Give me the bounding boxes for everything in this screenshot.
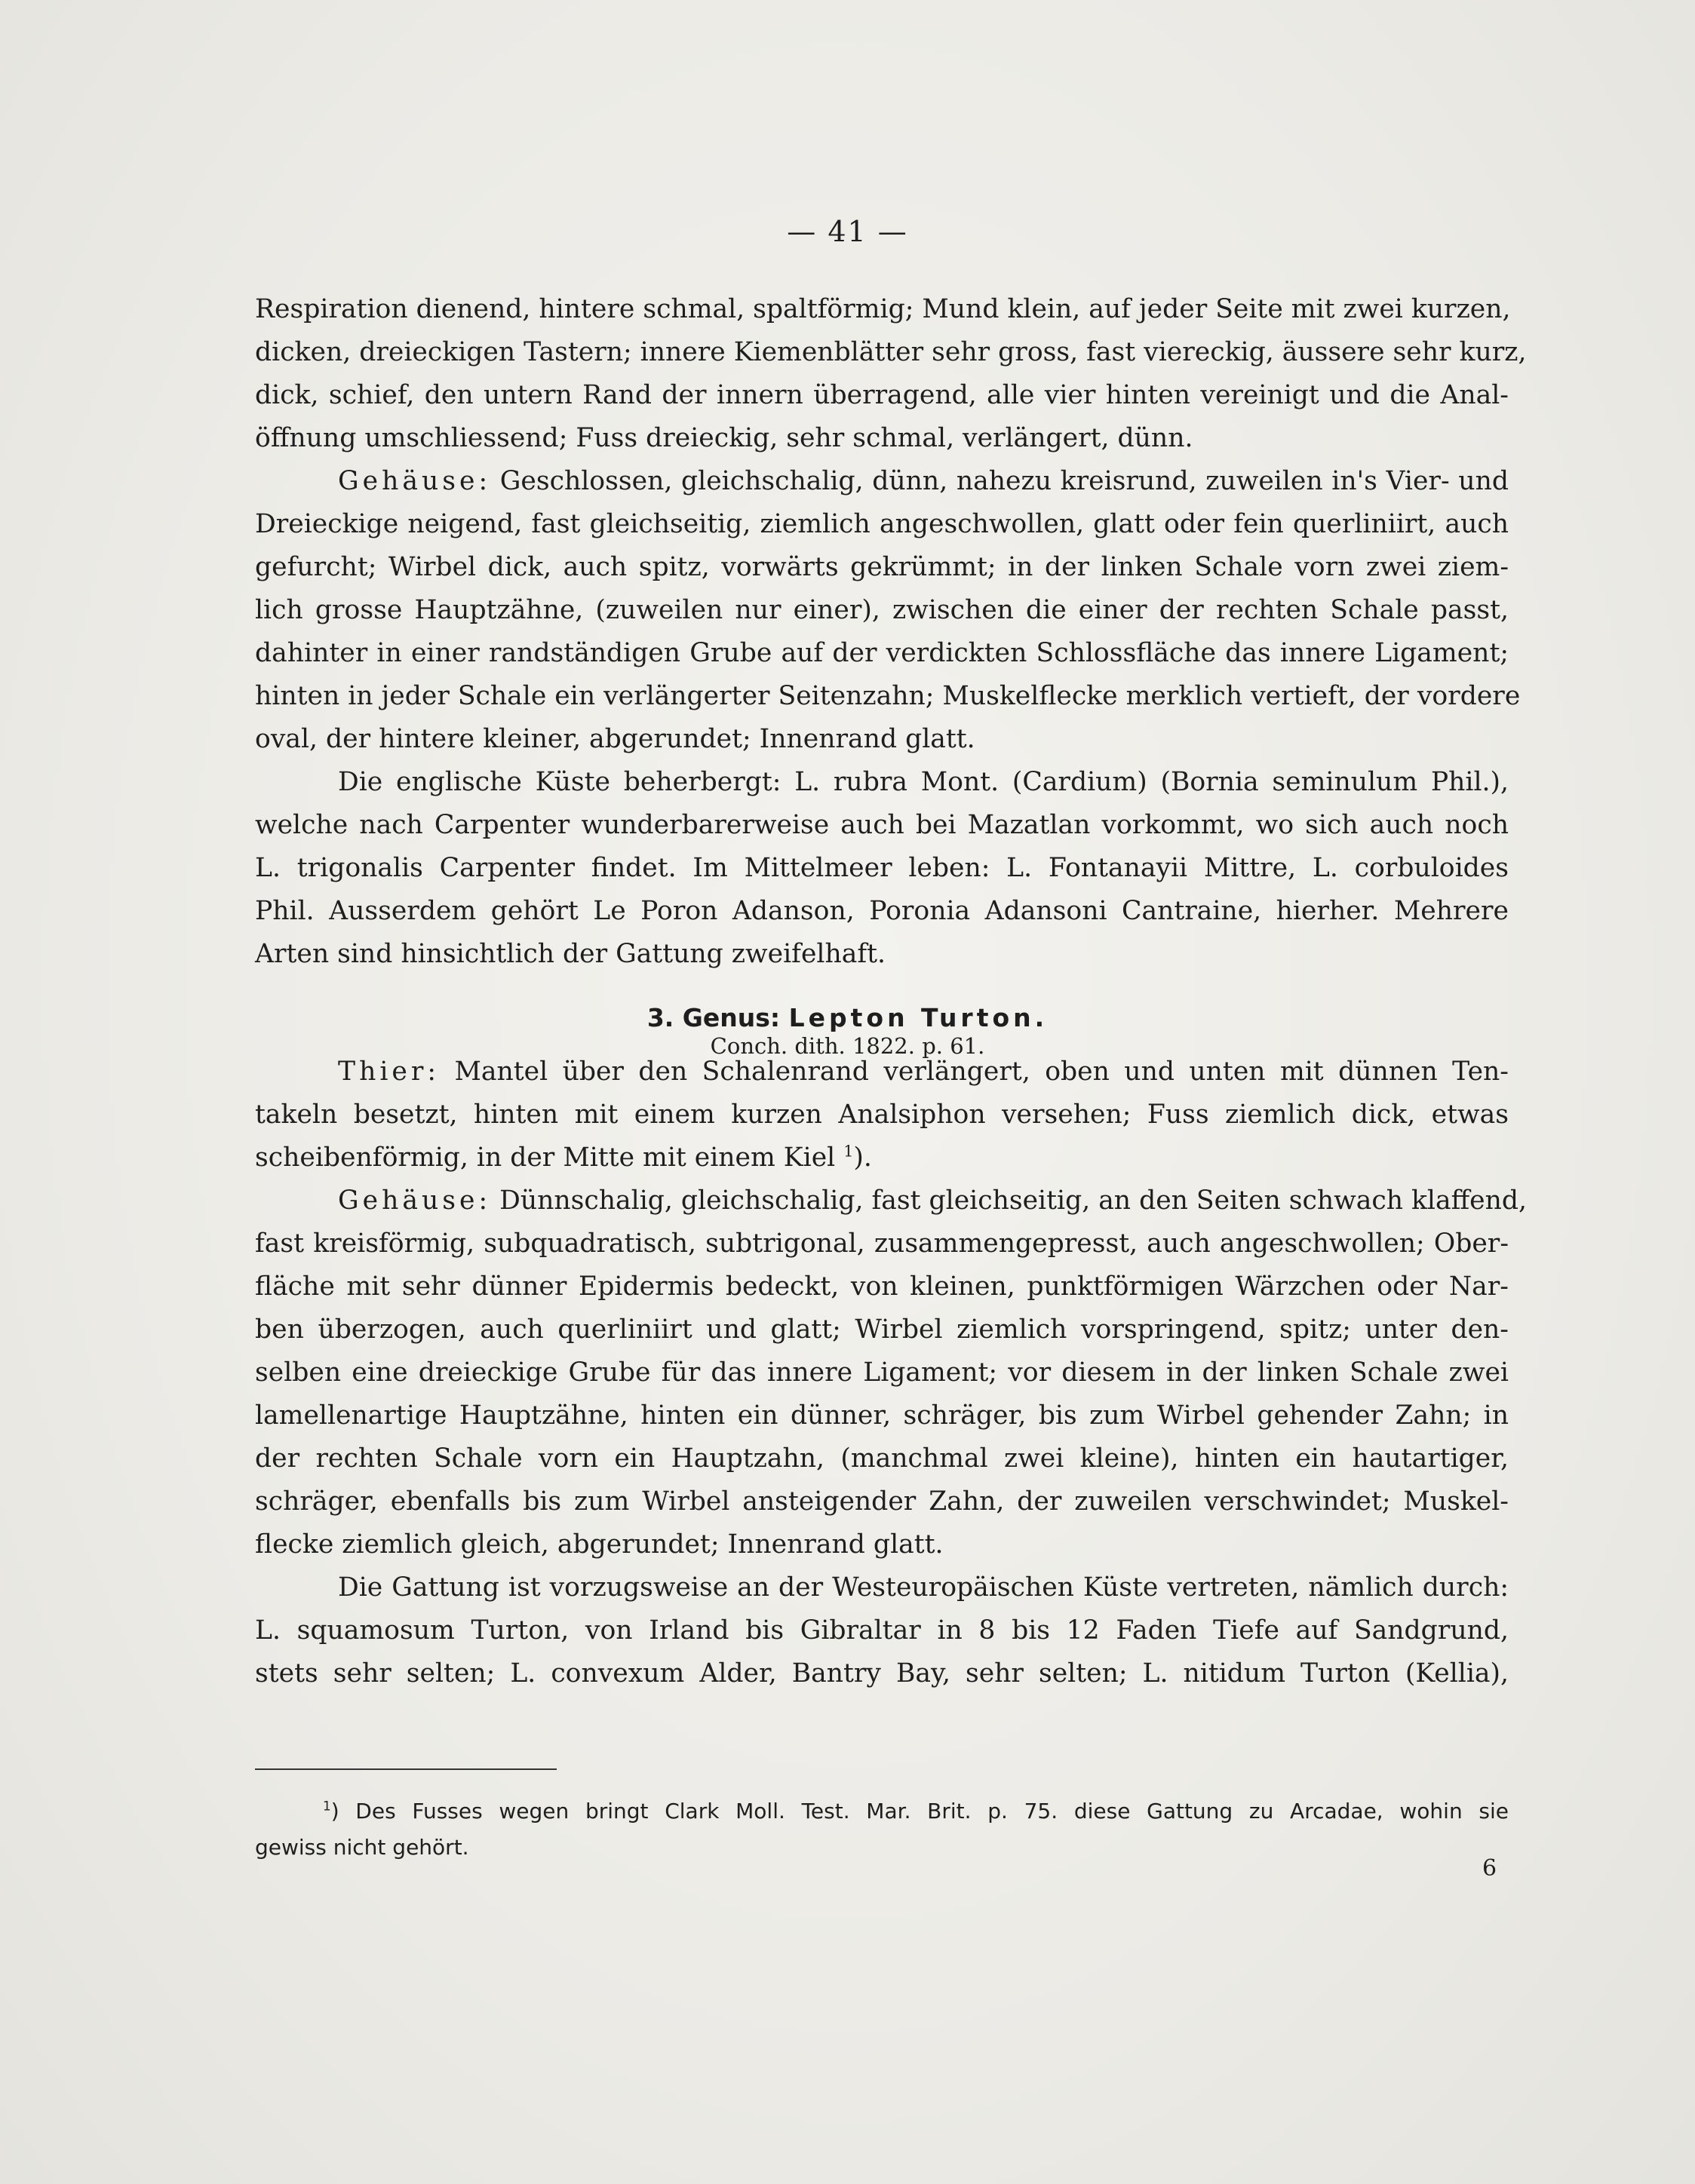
text-line: gefurcht; Wirbel dick, auch spitz, vorwärts gekrümmt; in der linken Schale vorn zwei ziem- <box>255 552 1509 582</box>
footnote-reference: 1 <box>843 1142 854 1161</box>
text-line: oval, der hintere kleiner, abgerundet; Innenrand glatt. <box>255 724 975 754</box>
footnote-line: gewiss nicht gehört. <box>255 1835 469 1860</box>
text-line: Die Gattung ist vorzugsweise an der Westeuropäischen Küste vertreten, nämlich durch: <box>338 1572 1509 1603</box>
footnote <box>255 1793 1509 1866</box>
text-line: fast kreisförmig, subquadratisch, subtrigonal, zusammengepresst, auch angeschwollen; Ober- <box>255 1228 1509 1259</box>
text-line: scheibenförmig, in der Mitte mit einem Kiel <box>255 1143 836 1173</box>
text-line: Arten sind hinsichtlich der Gattung zweifelhaft. <box>255 939 886 969</box>
text-line: dick, schief, den untern Rand der innern überragend, alle vier hinten vereinigt und die Anal- <box>255 380 1509 410</box>
text-block-top <box>255 288 1527 976</box>
text-line: Geschlossen, gleichschalig, dünn, nahezu kreisrund, zuweilen in's Vier- und <box>499 466 1509 496</box>
footnote-divider <box>255 1768 557 1770</box>
genus-number: 3. Genus: <box>646 1003 781 1032</box>
thier-paragraph-start <box>255 1051 1509 1094</box>
text-line: dahinter in einer randständigen Grube auf der verdickten Schlossfläche das innere Ligament; <box>255 638 1509 668</box>
text-line: Phil. Ausserdem gehört Le Poron Adanson, Poronia Adansoni Cantraine, hierher. Mehrere <box>255 896 1509 926</box>
gehaeuse-paragraph-start <box>255 1179 1528 1222</box>
text-line: lamellenartige Hauptzähne, hinten ein dünner, schräger, bis zum Wirbel gehender Zahn; in <box>255 1400 1509 1431</box>
text-line: Dünnschalig, gleichschalig, fast gleichseitig, an den Seiten schwach klaffend, <box>499 1186 1528 1216</box>
thier-label: Thier: <box>338 1057 441 1087</box>
gehaeuse-label: Gehäuse: <box>338 1186 492 1216</box>
text-line: Mantel über den Schalenrand verlängert, oben und unten mit dünnen Ten- <box>454 1057 1509 1087</box>
text-block-bottom <box>255 1051 1528 1695</box>
text-line-end: ). <box>853 1143 872 1173</box>
footnote-marker: 1 <box>323 1798 331 1814</box>
text-line: hinten in jeder Schale ein verlängerter Seitenzahn; Muskelflecke merklich vertieft, der vordere <box>255 681 1521 711</box>
text-line: welche nach Carpenter wunderbarerweise auch bei Mazatlan vorkommt, wo sich auch noch <box>255 810 1509 840</box>
text-line: stets sehr selten; L. convexum Alder, Bantry Bay, sehr selten; L. nitidum Turton (Kellia), <box>255 1658 1509 1689</box>
genus-name: Lepton Turton. <box>788 1003 1049 1032</box>
text-line: selben eine dreieckige Grube für das innere Ligament; vor diesem in der linken Schale zwei <box>255 1357 1509 1388</box>
text-line: lich grosse Hauptzähne, (zuweilen nur einer), zwischen die einer der rechten Schale passt, <box>255 595 1509 625</box>
text-line: dicken, dreieckigen Tastern; innere Kiemenblätter sehr gross, fast viereckig, äussere sehr kurz, <box>255 337 1527 367</box>
text-line: takeln besetzt, hinten mit einem kurzen Analsiphon versehen; Fuss ziemlich dick, etwas <box>255 1100 1509 1130</box>
text-line: Dreieckige neigend, fast gleichseitig, ziemlich angeschwollen, glatt oder fein querliniirt, auch <box>255 509 1509 539</box>
gehaeuse-label: Gehäuse: <box>338 466 492 496</box>
genus-reference: Conch. dith. 1822. p. 61. <box>710 1033 985 1059</box>
text-line: Respiration dienend, hintere schmal, spaltförmig; Mund klein, auf jeder Seite mit zwei kurzen, <box>255 294 1511 324</box>
genus-heading <box>0 1003 1695 1032</box>
text-line: öffnung umschliessend; Fuss dreieckig, sehr schmal, verlängert, dünn. <box>255 423 1193 453</box>
text-line: flecke ziemlich gleich, abgerundet; Innenrand glatt. <box>255 1529 944 1560</box>
gehaeuse-paragraph-start <box>255 460 1509 503</box>
text-line: Die englische Küste beherbergt: L. rubra Mont. (Cardium) (Bornia seminulum Phil.), <box>338 767 1509 797</box>
footnote-line <box>255 1793 1509 1830</box>
text-line: der rechten Schale vorn ein Hauptzahn, (manchmal zwei kleine), hinten ein hautartiger, <box>255 1443 1509 1474</box>
text-line: ben überzogen, auch querliniirt und glatt; Wirbel ziemlich vorspringend, spitz; unter den- <box>255 1314 1509 1345</box>
text-line: L. squamosum Turton, von Irland bis Gibraltar in 8 bis 12 Faden Tiefe auf Sandgrund, <box>255 1615 1509 1646</box>
thier-last-line <box>255 1136 1509 1179</box>
page-number: — 41 — <box>787 215 908 248</box>
signature-mark: 6 <box>1482 1855 1497 1882</box>
text-line: L. trigonalis Carpenter findet. Im Mittelmeer leben: L. Fontanayii Mittre, L. corbuloides <box>255 853 1509 883</box>
text-line: fläche mit sehr dünner Epidermis bedeckt, von kleinen, punktförmigen Wärzchen oder Nar- <box>255 1271 1509 1302</box>
footnote-text: ) Des Fusses wegen bringt Clark Moll. Test. Mar. Brit. p. 75. diese Gattung zu Arcadae, wohin sie <box>330 1799 1509 1824</box>
text-line: schräger, ebenfalls bis zum Wirbel ansteigender Zahn, der zuweilen verschwindet; Muskel- <box>255 1486 1509 1517</box>
